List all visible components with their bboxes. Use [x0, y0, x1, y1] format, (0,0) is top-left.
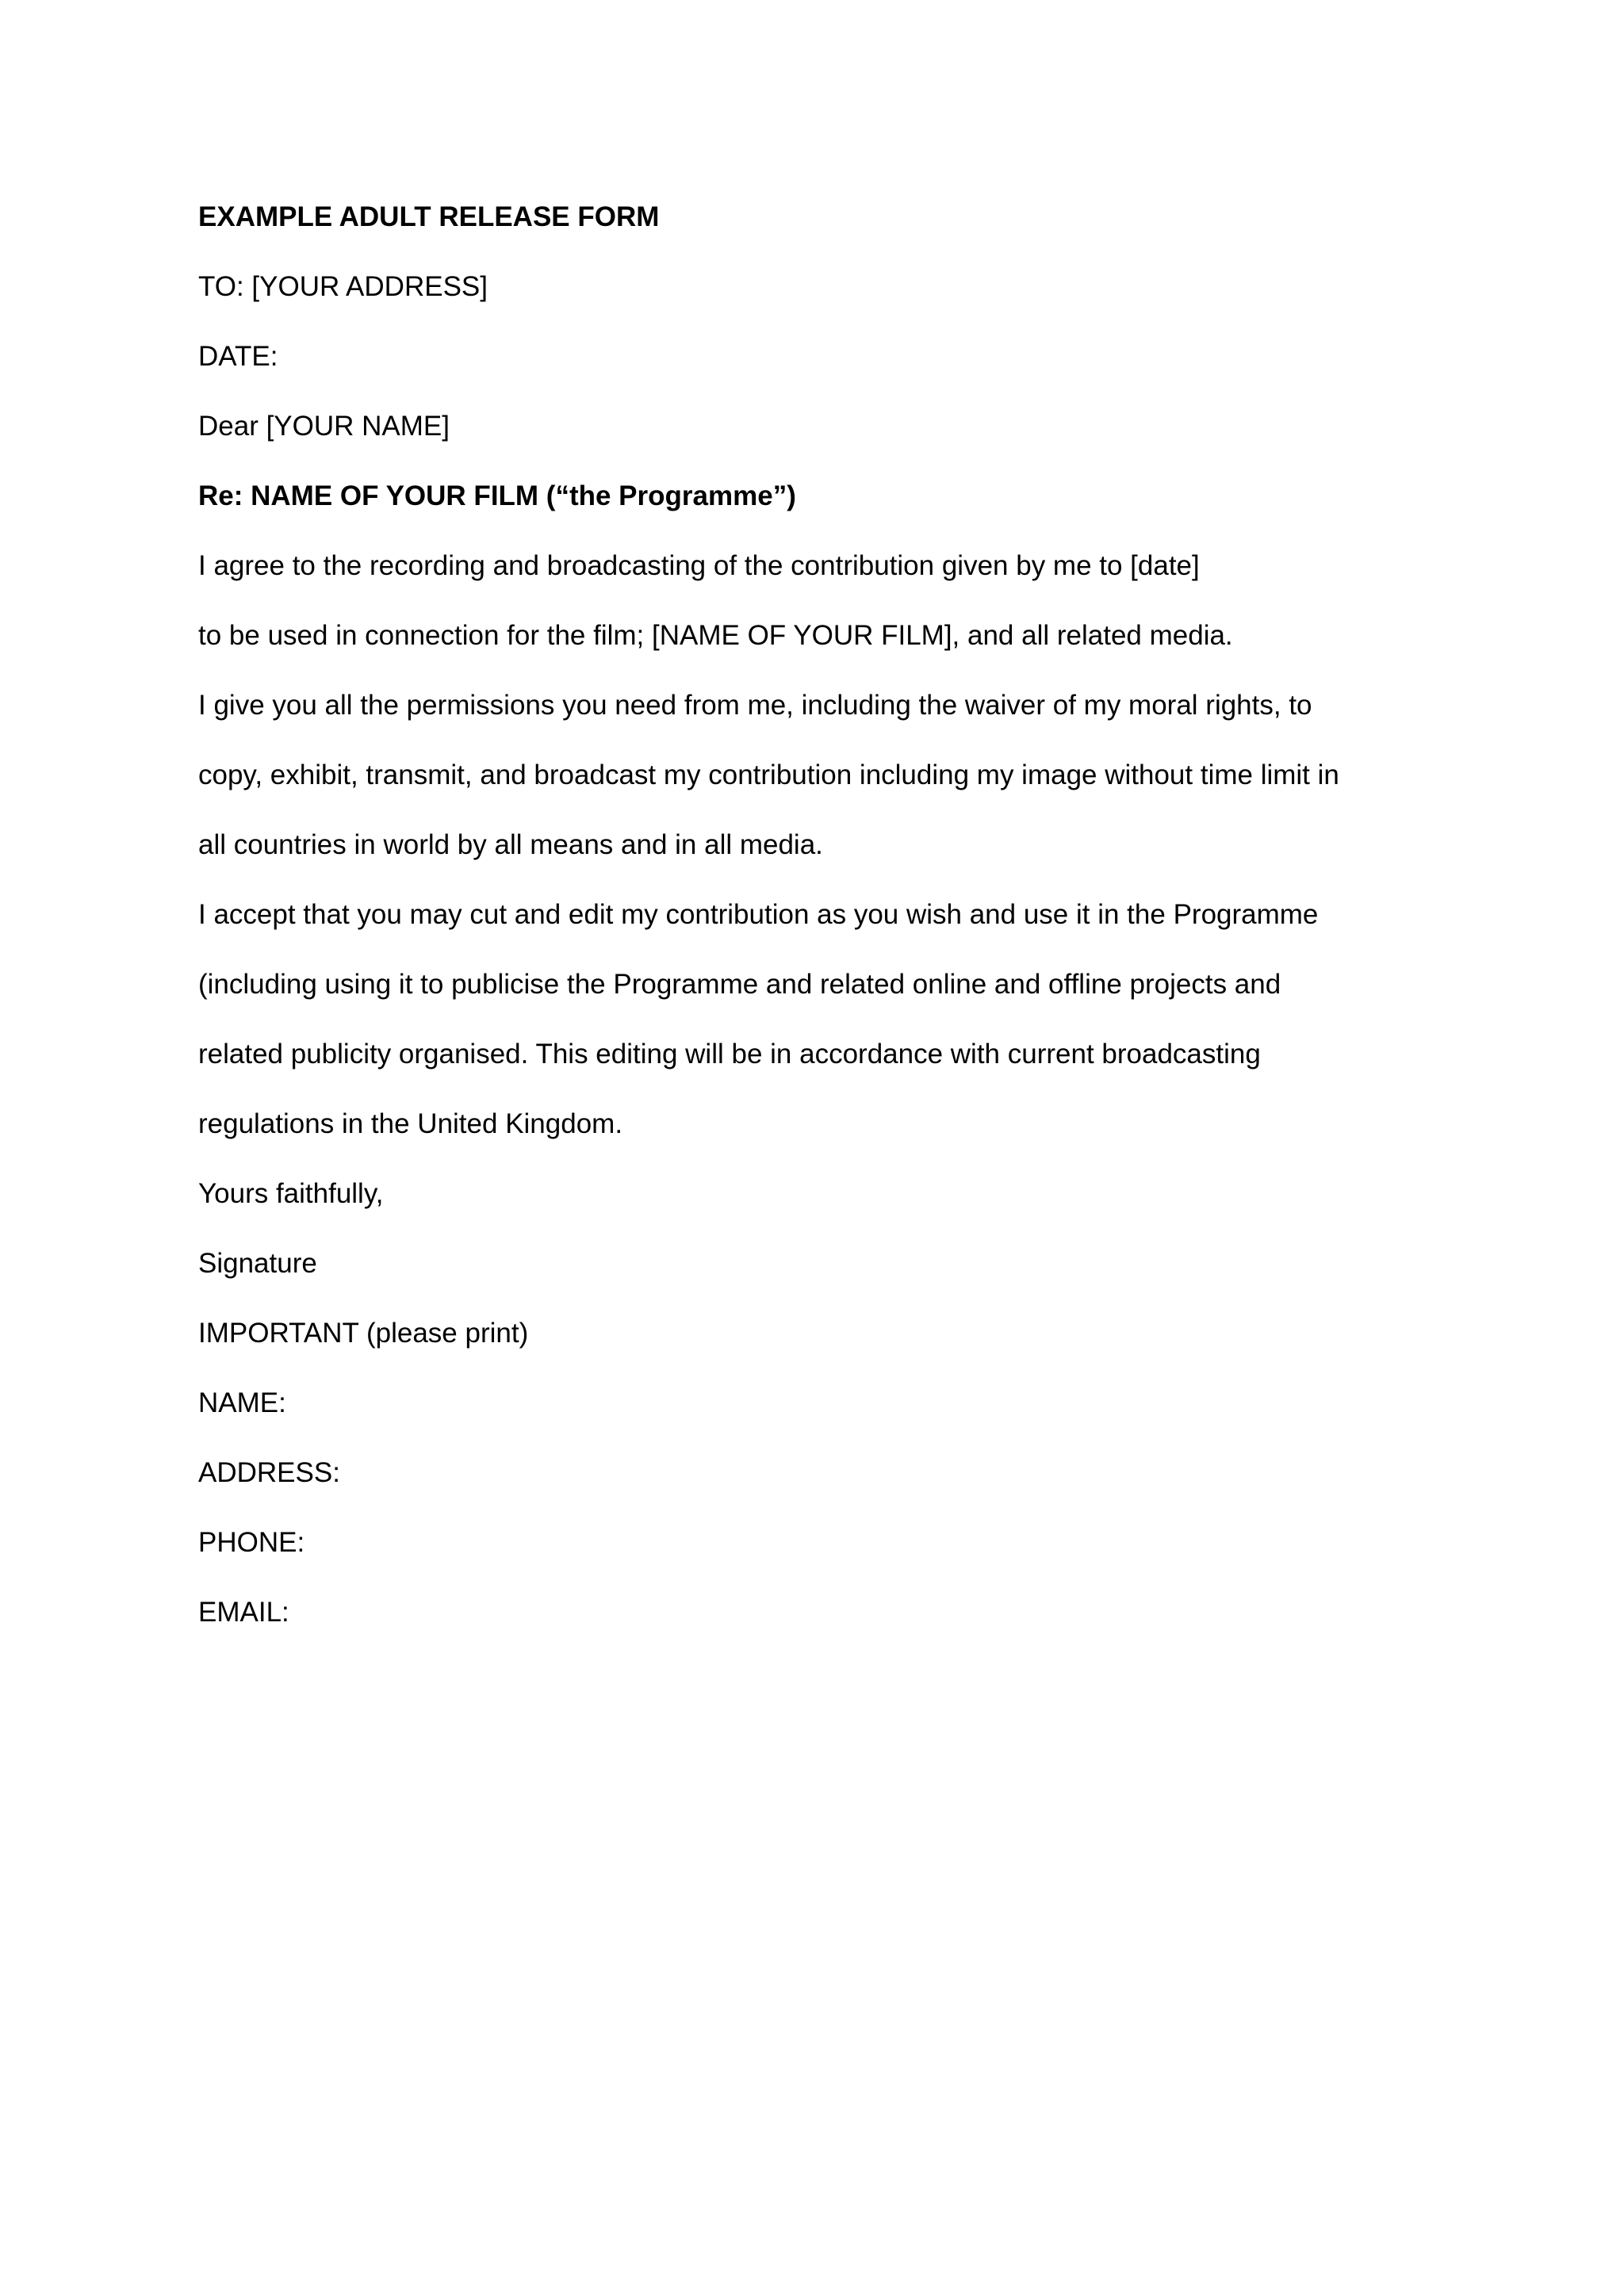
re-line: Re: NAME OF YOUR FILM (“the Programme”): [198, 480, 796, 511]
address-field-label: ADDRESS:: [198, 1457, 340, 1488]
name-field-label: NAME:: [198, 1387, 286, 1418]
closing: Yours faithfully,: [198, 1178, 384, 1209]
date-line: DATE:: [198, 341, 278, 372]
paragraph-1-line-1: I agree to the recording and broadcasting of the contribution given by me to [date]: [198, 550, 1200, 581]
document-title: EXAMPLE ADULT RELEASE FORM: [198, 201, 660, 232]
signature-label: Signature: [198, 1248, 317, 1279]
email-field-label: EMAIL:: [198, 1597, 289, 1628]
paragraph-3-line-1: I accept that you may cut and edit my contribution as you wish and use it in the Programme: [198, 899, 1319, 930]
paragraph-3-line-3: related publicity organised. This editing will be in accordance with current broadcasting: [198, 1039, 1261, 1070]
salutation: Dear [YOUR NAME]: [198, 411, 450, 442]
paragraph-2-line-2: copy, exhibit, transmit, and broadcast my contribution including my image without time limit in: [198, 760, 1339, 790]
paragraph-3-line-4: regulations in the United Kingdom.: [198, 1108, 623, 1139]
to-line: TO: [YOUR ADDRESS]: [198, 271, 488, 302]
important-note: IMPORTANT (please print): [198, 1318, 529, 1349]
paragraph-2-line-1: I give you all the permissions you need from me, including the waiver of my moral rights, to: [198, 690, 1312, 721]
paragraph-1-line-2: to be used in connection for the film; [NAME OF YOUR FILM], and all related media.: [198, 620, 1233, 651]
paragraph-2-line-3: all countries in world by all means and in all media.: [198, 829, 823, 860]
phone-field-label: PHONE:: [198, 1527, 305, 1558]
paragraph-3-line-2: (including using it to publicise the Programme and related online and offline projects and: [198, 969, 1281, 1000]
